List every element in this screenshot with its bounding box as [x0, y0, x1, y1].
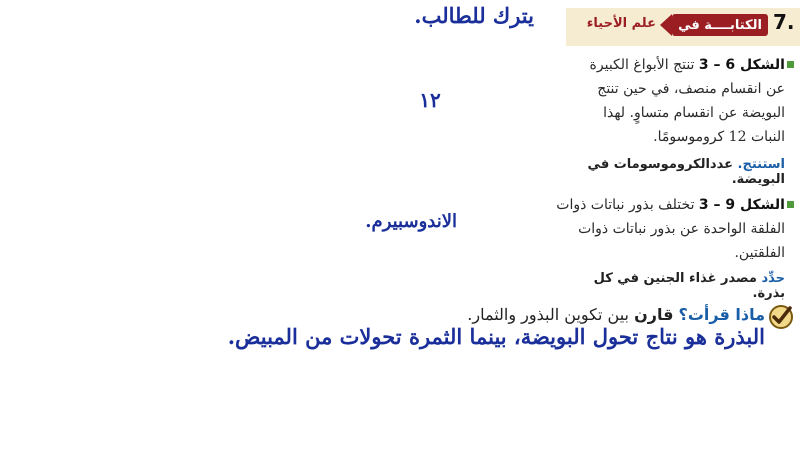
tag-arrow-icon	[660, 14, 672, 36]
tag-subject: علم الأحياء	[586, 16, 656, 31]
infer-text: عددالكروموسومات في البويضة.	[587, 157, 785, 187]
reading-check-text: بين تكوين البذور والثمار.	[467, 305, 629, 324]
identify-text: مصدر غذاء الجنين في كل بذرة.	[593, 271, 785, 301]
tag-writing: الكتابــــة في	[672, 14, 768, 36]
reading-check	[455, 305, 765, 324]
answer-endosperm: الاندوسبيرم.	[365, 211, 457, 232]
question-number: 7.	[773, 10, 795, 34]
reading-check-keyword: ماذا قرأت؟	[678, 305, 765, 324]
identify-prompt	[578, 271, 785, 301]
bullet-icon	[787, 61, 794, 68]
figure2-text: تختلف بذور نباتات ذوات الفلقة الواحدة عن بذور نباتات ذوات الفلقتين.	[556, 197, 785, 261]
figure2-paragraph	[555, 193, 785, 265]
answer-comparison: البذرة هو نتاج تحول البويضة، بينما الثمرة تحولات من المبيض.	[227, 324, 765, 349]
bullet-icon	[787, 201, 794, 208]
figure1-text: تنتج الأبواغ الكبيرة عن انقسام منصف، في حين تنتج البويضة عن انقسام متساوٍ. لهذا النبات 12 كروموسومًا.	[589, 57, 785, 145]
figure2-label: الشكل 9 – 3	[698, 197, 785, 213]
answer-top: يترك للطالب.	[414, 3, 534, 28]
answer-count: ١٢	[419, 88, 441, 112]
infer-prompt	[560, 157, 785, 187]
identify-keyword: حدِّد	[761, 271, 785, 286]
figure1-label: الشكل 6 – 3	[698, 57, 785, 73]
checkmark-icon	[768, 303, 794, 329]
infer-keyword: استنتج.	[737, 157, 785, 172]
reading-check-command: قارن	[634, 305, 674, 324]
figure1-paragraph	[575, 53, 785, 149]
